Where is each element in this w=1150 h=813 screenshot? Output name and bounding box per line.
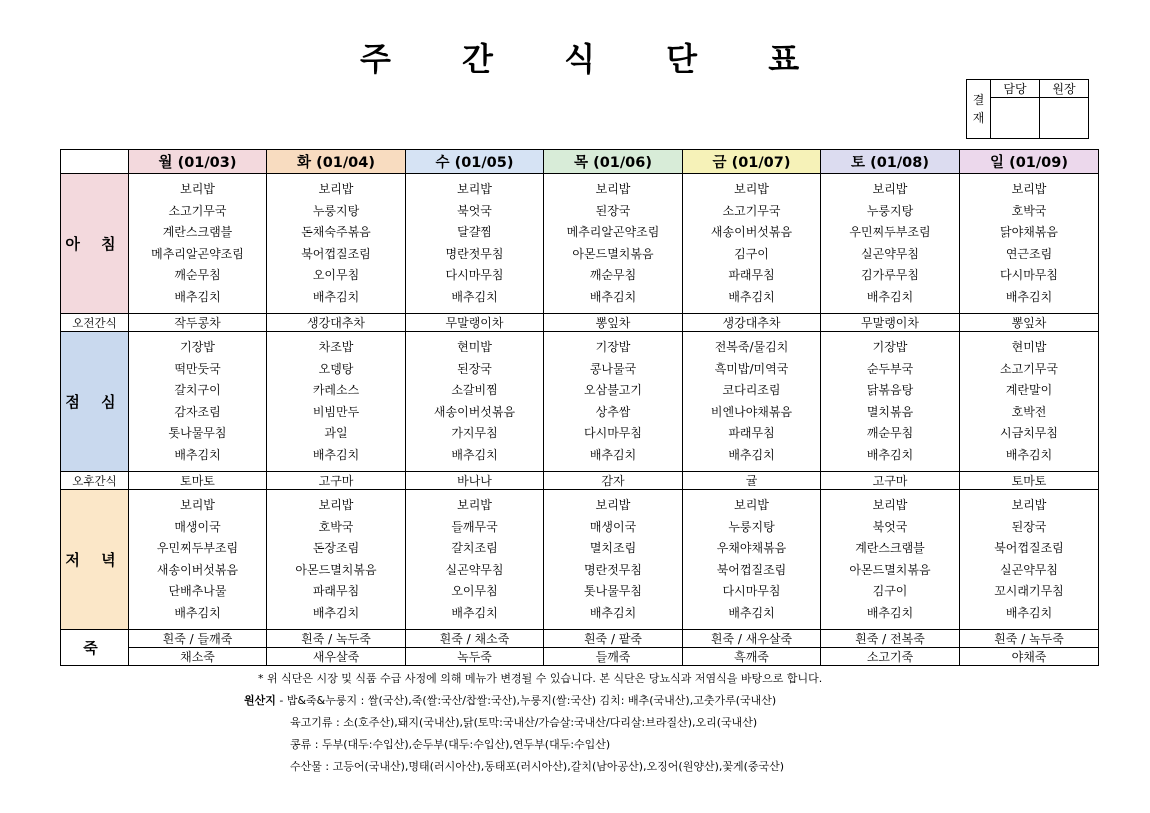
menu-item: 깨순무침 — [174, 268, 221, 282]
menu-item: 실곤약무침 — [1000, 562, 1058, 577]
menu-item: 배추김치 — [866, 605, 914, 620]
menu-item: 다시마무침 — [584, 426, 642, 440]
pm-snack-cell: 고구마 — [267, 472, 406, 490]
menu-item: 파래무침 — [728, 426, 775, 440]
menu-item: 연근조림 — [1005, 246, 1053, 261]
menu-item: 가지무침 — [451, 426, 498, 440]
am-snack-cell: 무말랭이차 — [821, 314, 960, 332]
menu-item: 오뎅탕 — [318, 361, 354, 376]
porridge-cell: 새우살죽 — [267, 648, 406, 666]
menu-item: 상추쌈 — [595, 404, 631, 419]
breakfast-label: 아 침 — [61, 174, 129, 314]
am-snack-cell: 생강대추차 — [267, 314, 406, 332]
menu-item: 멸치조림 — [589, 541, 637, 555]
am-snack-label: 오전간식 — [61, 314, 129, 332]
menu-item: 계란말이 — [1005, 383, 1053, 397]
day-header: 화 (01/04) — [267, 150, 406, 174]
menu-item: 다시마무침 — [1000, 268, 1058, 282]
day-header: 일 (01/09) — [960, 150, 1099, 174]
pm-snack-cell: 고구마 — [821, 472, 960, 490]
menu-item: 북엇국 — [457, 203, 492, 218]
menu-item: 메추리알곤약조림 — [566, 225, 660, 239]
menu-item: 된장국 — [457, 361, 492, 376]
menu-item: 배추김치 — [312, 447, 360, 462]
breakfast-menu-cell — [683, 174, 821, 314]
menu-item: 들깨무국 — [451, 519, 498, 534]
porridge-cell: 들깨죽 — [544, 648, 683, 666]
menu-item: 실곤약무침 — [861, 246, 919, 261]
origin-line-2: 육고기류 : 소(호주산),돼지(국내산),닭(토막:국내산/가슴살:국내산/다리살:브라질산),오리(국내산) — [290, 716, 758, 729]
menu-item: 보리밥 — [595, 182, 631, 196]
breakfast-menu-cell — [821, 174, 960, 314]
menu-item: 누룽지탕 — [866, 203, 914, 218]
menu-item: 콩나물국 — [589, 361, 637, 376]
menu-item: 과일 — [324, 426, 348, 440]
menu-item: 기장밥 — [180, 340, 215, 354]
menu-item: 매생이국 — [589, 519, 637, 534]
menu-item: 소고기무국 — [1000, 361, 1058, 376]
porridge-cell: 흰죽 / 전복죽 — [821, 630, 960, 648]
menu-item: 우민찌두부조림 — [849, 225, 931, 239]
pm-snack-row — [61, 472, 1099, 490]
menu-item: 김가루무침 — [861, 268, 919, 282]
porridge-cell: 흑깨죽 — [683, 648, 821, 666]
am-snack-cell: 뽕잎차 — [544, 314, 683, 332]
menu-item: 매생이국 — [174, 519, 221, 534]
menu-item: 보리밥 — [457, 182, 492, 196]
origin-line-3: 콩류 : 두부(대두:수입산),순두부(대두:수입산),연두부(대두:수입산) — [290, 738, 611, 751]
porridge-cell: 흰죽 / 녹두죽 — [960, 630, 1099, 648]
lunch-menu-cell — [544, 332, 683, 472]
menu-item: 된장국 — [595, 203, 631, 218]
page-title: 주 간 식 단 표 — [360, 40, 830, 78]
menu-item: 배추김치 — [451, 605, 498, 620]
lunch-menu-cell — [129, 332, 267, 472]
menu-item: 닭볶음탕 — [866, 383, 914, 397]
menu-item: 갈치조림 — [451, 541, 498, 555]
menu-item: 배추김치 — [866, 447, 914, 462]
menu-item: 보리밥 — [180, 182, 215, 196]
menu-item: 코다리조림 — [722, 383, 781, 397]
am-snack-row — [61, 314, 1099, 332]
menu-item: 배추김치 — [589, 605, 637, 620]
pm-snack-cell: 감자 — [544, 472, 683, 490]
menu-item: 배추김치 — [312, 605, 360, 620]
menu-item: 북어껍질조림 — [301, 246, 371, 261]
menu-item: 새송이버섯볶음 — [156, 562, 239, 577]
porridge-row-2 — [61, 648, 1099, 666]
menu-item: 배추김치 — [1005, 289, 1053, 304]
lunch-menu-cell — [406, 332, 544, 472]
breakfast-row — [61, 174, 1099, 314]
menu-item: 배추김치 — [728, 447, 775, 462]
approval-sign-manager[interactable] — [991, 98, 1040, 139]
day-header: 월 (01/03) — [129, 150, 267, 174]
menu-item: 흑미밥/미역국 — [714, 361, 789, 376]
day-header-row — [61, 150, 1099, 174]
pm-snack-cell: 귤 — [683, 472, 821, 490]
approval-col-director: 원장 — [1040, 80, 1089, 98]
origin-label: 원산지 — [244, 694, 276, 707]
menu-item: 보리밥 — [180, 498, 215, 512]
menu-item: 우민찌두부조림 — [156, 541, 239, 555]
menu-item: 보리밥 — [457, 498, 492, 512]
day-header: 수 (01/05) — [406, 150, 544, 174]
weekly-menu-table — [60, 149, 1099, 666]
am-snack-cell: 작두콩차 — [129, 314, 267, 332]
origin-line-4: 수산물 : 고등어(국내산),명태(러시아산),동태포(러시아산),갈치(남아공산),오징어(원양산),꽃게(중국산) — [290, 760, 785, 773]
corner-cell — [61, 150, 129, 174]
dinner-menu-cell — [267, 490, 406, 630]
menu-item: 파래무침 — [312, 584, 360, 598]
menu-item: 보리밥 — [318, 182, 354, 196]
menu-item: 아몬드멸치볶음 — [849, 562, 931, 577]
menu-item: 배추김치 — [589, 447, 637, 462]
menu-item: 배추김치 — [728, 605, 775, 620]
dinner-menu-cell — [821, 490, 960, 630]
menu-item: 계란스크램블 — [162, 225, 233, 239]
porridge-cell: 녹두죽 — [406, 648, 544, 666]
menu-item: 배추김치 — [174, 289, 221, 304]
menu-item: 비빔만두 — [312, 404, 360, 419]
menu-item: 시금치무침 — [1000, 426, 1058, 440]
porridge-cell: 소고기죽 — [821, 648, 960, 666]
am-snack-cell: 생강대추차 — [683, 314, 821, 332]
day-header: 토 (01/08) — [821, 150, 960, 174]
menu-item: 배추김치 — [451, 289, 498, 304]
menu-item: 배추김치 — [451, 447, 498, 462]
breakfast-menu-cell — [267, 174, 406, 314]
menu-item: 북어껍질조림 — [994, 541, 1064, 555]
menu-item: 아몬드멸치볶음 — [572, 246, 654, 261]
menu-item: 현미밥 — [457, 340, 492, 354]
menu-item: 김구이 — [734, 246, 769, 261]
lunch-menu-cell — [960, 332, 1099, 472]
menu-item: 배추김치 — [866, 289, 914, 304]
approval-label: 결 재 — [967, 80, 991, 139]
menu-item: 호박국 — [318, 519, 354, 534]
day-header: 목 (01/06) — [544, 150, 683, 174]
menu-item: 배추김치 — [312, 289, 360, 304]
menu-item: 현미밥 — [1011, 340, 1047, 354]
menu-item: 전복죽/물김치 — [714, 340, 789, 354]
menu-item: 깨순무침 — [589, 268, 637, 282]
dinner-menu-cell — [960, 490, 1099, 630]
menu-item: 보리밥 — [734, 498, 769, 512]
menu-item: 명란젓무침 — [584, 562, 642, 577]
menu-item: 기장밥 — [872, 340, 908, 354]
breakfast-menu-cell — [406, 174, 544, 314]
menu-item: 메추리알곤약조림 — [151, 246, 244, 261]
menu-item: 비엔나야채볶음 — [710, 404, 793, 419]
menu-item: 보리밥 — [872, 182, 908, 196]
menu-item: 보리밥 — [595, 498, 631, 512]
menu-item: 톳나물무침 — [168, 426, 227, 440]
origin-rice: - 밥&죽&누룽지 : 쌀(국산),죽(쌀:국산/찹쌀:국산),누룽지(쌀:국산) 김치: 배추(국내산),고춧가루(국내산) — [275, 694, 777, 707]
approval-sign-director[interactable] — [1040, 98, 1089, 139]
menu-item: 계란스크램블 — [855, 541, 925, 555]
menu-item: 보리밥 — [1011, 498, 1047, 512]
menu-item: 김구이 — [872, 584, 908, 598]
menu-item: 배추김치 — [174, 605, 221, 620]
menu-item: 깨순무침 — [866, 426, 914, 440]
porridge-cell: 흰죽 / 팥죽 — [544, 630, 683, 648]
menu-item: 돈장조림 — [312, 541, 360, 555]
dinner-row — [61, 490, 1099, 630]
menu-item: 북엇국 — [872, 519, 908, 534]
menu-item: 톳나물무침 — [584, 584, 642, 598]
day-header: 금 (01/07) — [683, 150, 821, 174]
porridge-cell: 흰죽 / 새우살죽 — [683, 630, 821, 648]
pm-snack-cell: 바나나 — [406, 472, 544, 490]
menu-item: 감자조림 — [174, 404, 221, 419]
menu-item: 꼬시래기무침 — [994, 584, 1064, 598]
menu-item: 차조밥 — [318, 340, 354, 354]
menu-item: 소갈비찜 — [451, 383, 498, 397]
menu-item: 배추김치 — [1005, 447, 1053, 462]
menu-item: 새송이버섯볶음 — [710, 225, 793, 239]
menu-item: 기장밥 — [595, 340, 631, 354]
pm-snack-cell: 토마토 — [960, 472, 1099, 490]
lunch-menu-cell — [821, 332, 960, 472]
menu-item: 아몬드멸치볶음 — [295, 562, 377, 577]
menu-item: 된장국 — [1011, 519, 1047, 534]
menu-item: 배추김치 — [1005, 605, 1053, 620]
menu-item: 소고기무국 — [722, 203, 781, 218]
dinner-menu-cell — [129, 490, 267, 630]
menu-item: 오이무침 — [451, 584, 498, 598]
dinner-label: 저 녁 — [61, 490, 129, 630]
am-snack-cell: 뽕잎차 — [960, 314, 1099, 332]
menu-item: 파래무침 — [728, 268, 775, 282]
menu-item: 순두부국 — [866, 361, 914, 376]
disclaimer: * 위 식단은 시장 및 식품 수급 사정에 의해 메뉴가 변경될 수 있습니다. 본 식단은 당뇨식과 저염식을 바탕으로 합니다. — [258, 672, 823, 685]
breakfast-menu-cell — [960, 174, 1099, 314]
menu-item: 보리밥 — [872, 498, 908, 512]
lunch-row — [61, 332, 1099, 472]
menu-item: 실곤약무침 — [445, 562, 504, 577]
menu-item: 보리밥 — [734, 182, 769, 196]
dinner-menu-cell — [683, 490, 821, 630]
menu-item: 누룽지탕 — [728, 519, 775, 534]
menu-item: 배추김치 — [728, 289, 775, 304]
menu-item: 호박전 — [1011, 404, 1047, 419]
menu-item: 명란젓무침 — [445, 246, 504, 261]
porridge-row-1 — [61, 630, 1099, 648]
menu-item: 새송이버섯볶음 — [433, 404, 516, 419]
menu-item: 누룽지탕 — [312, 203, 360, 218]
breakfast-menu-cell — [129, 174, 267, 314]
dinner-menu-cell — [406, 490, 544, 630]
menu-item: 돈채숙주볶음 — [301, 225, 371, 239]
approval-box — [966, 79, 1089, 139]
porridge-cell: 야채죽 — [960, 648, 1099, 666]
lunch-label: 점 심 — [61, 332, 129, 472]
menu-item: 카레소스 — [312, 383, 360, 397]
menu-item: 멸치볶음 — [866, 404, 914, 419]
menu-item: 다시마무침 — [722, 584, 781, 598]
porridge-label: 죽 — [61, 630, 129, 666]
menu-item: 소고기무국 — [168, 203, 227, 218]
menu-item: 북어껍질조림 — [716, 562, 787, 577]
lunch-menu-cell — [267, 332, 406, 472]
menu-item: 호박국 — [1011, 203, 1047, 218]
menu-item: 오이무침 — [312, 268, 360, 282]
porridge-cell: 채소죽 — [129, 648, 267, 666]
menu-item: 보리밥 — [318, 498, 354, 512]
pm-snack-cell: 토마토 — [129, 472, 267, 490]
approval-col-manager: 담당 — [991, 80, 1040, 98]
breakfast-menu-cell — [544, 174, 683, 314]
menu-item: 닭야채볶음 — [1000, 225, 1058, 239]
menu-item: 다시마무침 — [445, 268, 504, 282]
menu-item: 달걀찜 — [457, 225, 492, 239]
lunch-menu-cell — [683, 332, 821, 472]
porridge-cell: 흰죽 / 채소죽 — [406, 630, 544, 648]
menu-item: 단배추나물 — [168, 584, 227, 598]
dinner-menu-cell — [544, 490, 683, 630]
menu-item: 떡만둣국 — [174, 361, 221, 376]
menu-item: 우채야채볶음 — [716, 541, 787, 555]
pm-snack-label: 오후간식 — [61, 472, 129, 490]
menu-item: 배추김치 — [174, 447, 221, 462]
menu-item: 갈치구이 — [174, 383, 221, 397]
menu-item: 보리밥 — [1011, 182, 1047, 196]
am-snack-cell: 무말랭이차 — [406, 314, 544, 332]
menu-item: 오삼불고기 — [584, 383, 642, 397]
porridge-cell: 흰죽 / 녹두죽 — [267, 630, 406, 648]
menu-item: 배추김치 — [589, 289, 637, 304]
porridge-cell: 흰죽 / 들깨죽 — [129, 630, 267, 648]
origin-line-1 — [244, 692, 776, 708]
